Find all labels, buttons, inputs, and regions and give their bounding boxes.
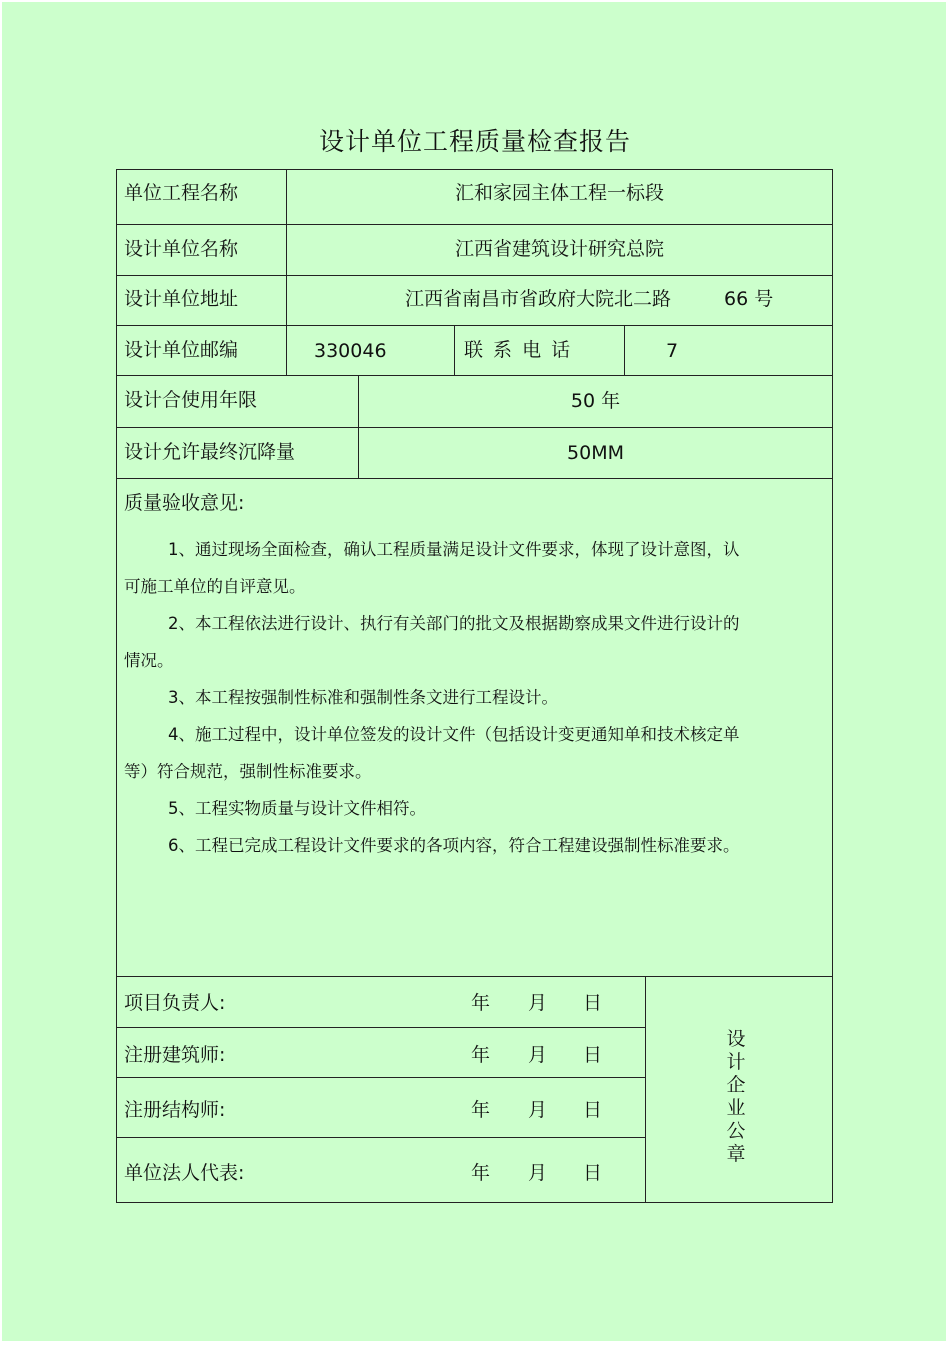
seal-char: 业 <box>726 1097 746 1119</box>
date-day: 日 <box>583 1099 603 1121</box>
signature-label: 项目负责人: <box>124 992 226 1014</box>
signature-label: 注册结构师: <box>124 1099 226 1121</box>
seal-char: 企 <box>726 1074 746 1096</box>
page-title: 设计单位工程质量检查报告 <box>318 127 631 156</box>
project-name-label: 单位工程名称 <box>124 182 239 204</box>
row-divider <box>116 1137 646 1138</box>
row-divider <box>116 375 833 376</box>
table-border-top <box>116 169 833 170</box>
postcode-value: 330046 <box>314 340 387 362</box>
row-divider <box>116 427 833 428</box>
service-life-value: 50 年 <box>570 390 621 412</box>
opinion-line: 可施工单位的自评意见。 <box>124 577 306 596</box>
settlement-value: 50MM <box>567 442 624 464</box>
date-year: 年 <box>471 1162 491 1184</box>
opinion-line: 5、工程实物质量与设计文件相符。 <box>168 799 426 818</box>
design-unit-value: 江西省建筑设计研究总院 <box>454 238 664 260</box>
settlement-label: 设计允许最终沉降量 <box>124 441 296 463</box>
date-month: 月 <box>528 1162 548 1184</box>
row-divider <box>116 976 833 977</box>
design-unit-label: 设计单位名称 <box>124 238 239 260</box>
opinion-item <box>124 605 794 679</box>
postcode-label: 设计单位邮编 <box>124 339 239 361</box>
opinion-line: 4、施工过程中，设计单位签发的设计文件（包括设计变更通知单和技术核定单 <box>168 725 740 744</box>
column-divider <box>454 325 455 376</box>
signature-label: 单位法人代表: <box>124 1162 245 1184</box>
opinion-line: 等）符合规范，强制性标准要求。 <box>124 762 372 781</box>
row-divider <box>116 478 833 479</box>
date-day: 日 <box>583 1044 603 1066</box>
date-year: 年 <box>471 992 491 1014</box>
opinion-line: 2、本工程依法进行设计、执行有关部门的批文及根据勘察成果文件进行设计的 <box>168 614 740 633</box>
opinion-heading: 质量验收意见: <box>124 492 245 514</box>
date-day: 日 <box>583 1162 603 1184</box>
date-month: 月 <box>528 1044 548 1066</box>
date-month: 月 <box>528 992 548 1014</box>
date-month: 月 <box>528 1099 548 1121</box>
opinion-item <box>124 790 794 827</box>
row-divider <box>116 1027 646 1028</box>
opinion-item <box>124 531 794 605</box>
opinion-line: 情况。 <box>124 651 174 670</box>
address-number: 66 号 <box>724 288 774 310</box>
column-divider <box>624 325 625 376</box>
phone-value: 7 <box>666 340 679 362</box>
opinion-item <box>124 827 794 864</box>
row-divider <box>116 325 833 326</box>
opinion-line: 3、本工程按强制性标准和强制性条文进行工程设计。 <box>168 688 558 707</box>
opinion-line: 1、通过现场全面检查，确认工程质量满足设计文件要求，体现了设计意图，认 <box>168 540 740 559</box>
date-year: 年 <box>471 1099 491 1121</box>
row-divider <box>116 275 833 276</box>
table-border-bottom <box>116 1202 833 1203</box>
opinion-item <box>124 716 794 790</box>
column-divider <box>645 976 646 1203</box>
row-divider <box>116 224 833 225</box>
opinion-list <box>124 531 794 864</box>
date-day: 日 <box>583 992 603 1014</box>
seal-char: 设 <box>726 1028 746 1050</box>
address-value: 江西省南昌市省政府大院北二路 <box>405 288 672 310</box>
opinion-item <box>124 679 794 716</box>
date-year: 年 <box>471 1044 491 1066</box>
project-name-value: 汇和家园主体工程一标段 <box>454 182 664 204</box>
seal-char: 章 <box>726 1143 746 1165</box>
phone-label: 联 系 电 话 <box>464 339 573 361</box>
row-divider <box>116 1077 646 1078</box>
seal-char: 公 <box>726 1120 746 1142</box>
address-label: 设计单位地址 <box>124 288 239 310</box>
seal-char: 计 <box>726 1051 746 1073</box>
company-seal-label <box>723 1028 749 1166</box>
signature-label: 注册建筑师: <box>124 1044 226 1066</box>
opinion-line: 6、工程已完成工程设计文件要求的各项内容，符合工程建设强制性标准要求。 <box>168 836 740 855</box>
service-life-label: 设计合使用年限 <box>124 389 258 411</box>
